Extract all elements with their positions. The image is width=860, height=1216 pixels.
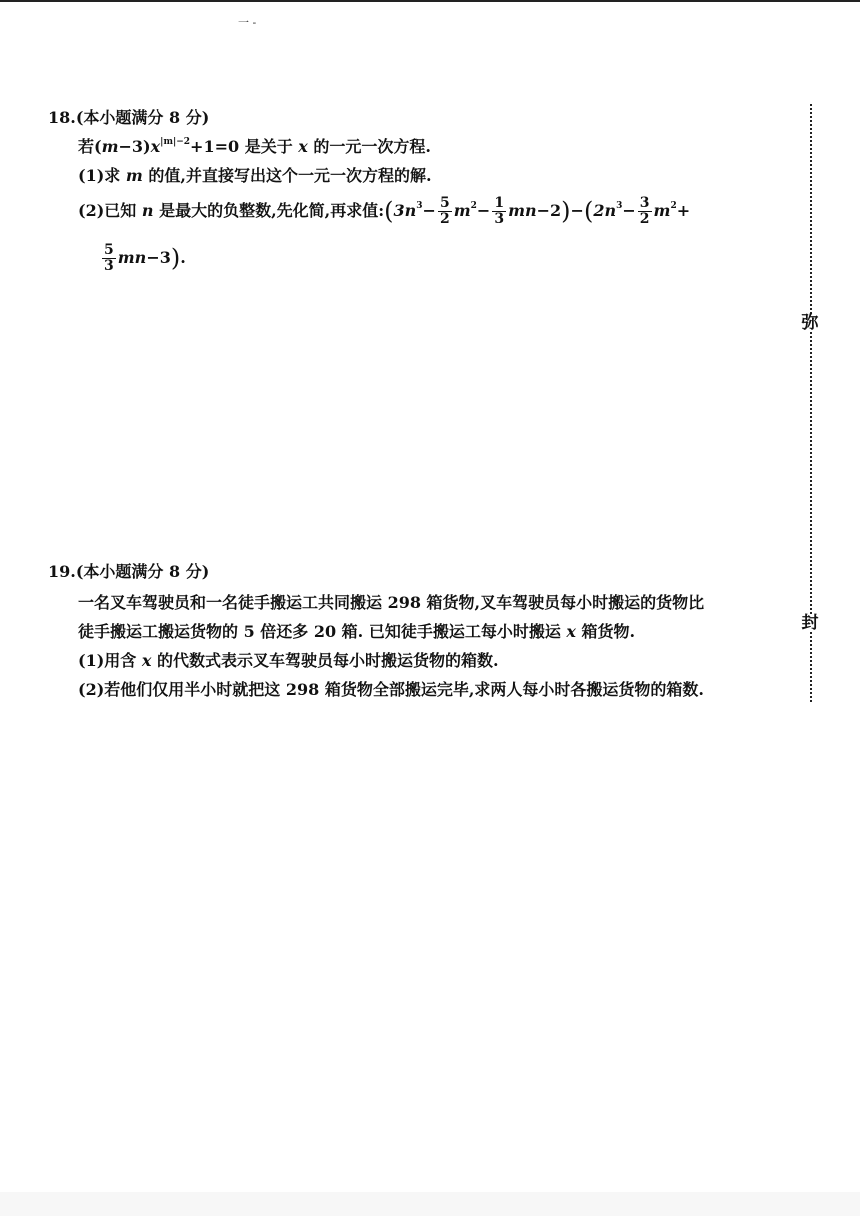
operator: − [476, 201, 491, 220]
var-m: m [125, 166, 143, 185]
q19-stem-text: 箱货物. [581, 622, 636, 641]
numerator: 5 [439, 195, 450, 211]
binding-char-2: 封 [801, 613, 819, 633]
q19-stem-line-2 [78, 617, 808, 646]
q18-heading [48, 103, 808, 132]
q19-score: (本小题满分 8 分) [75, 562, 210, 581]
exponent: 3 [416, 201, 423, 211]
exponent: 2 [670, 201, 677, 211]
term: mn [117, 248, 147, 267]
top-scan-mark: 一 - [238, 16, 257, 29]
operator: − [622, 201, 636, 220]
var-n: n [141, 201, 154, 220]
page-bottom-band [0, 1192, 860, 1216]
exponent: 3 [616, 201, 623, 211]
page-top-border [0, 0, 860, 2]
q18-stem-text: −3) [118, 137, 151, 156]
q19-part-2: (2)若他们仅用半小时就把这 298 箱货物全部搬运完毕,求两人每小时各搬运货物的箱数. [78, 680, 704, 699]
term: 2n [593, 201, 617, 220]
q18-stem [78, 132, 808, 161]
question-18 [48, 103, 808, 274]
q19-part1-text: 的代数式表示叉车驾驶员每小时搬运货物的箱数. [156, 651, 499, 670]
q19-part-1 [78, 646, 808, 675]
var-x: x [298, 137, 308, 156]
operator: − [570, 201, 584, 220]
q18-stem-text: 若( [78, 137, 102, 156]
fraction [492, 196, 506, 227]
q18-stem-text: +1=0 是关于 [190, 137, 293, 156]
q18-stem-text: 的一元一次方程. [313, 137, 431, 156]
numerator: 1 [494, 195, 505, 211]
q18-part-1 [78, 161, 808, 190]
denominator: 2 [639, 211, 650, 227]
q19-stem-line-1: 一名叉车驾驶员和一名徒手搬运工共同搬运 298 箱货物,叉车驾驶员每小时搬运的货物比 [78, 593, 705, 612]
q18-score: (本小题满分 8 分) [75, 108, 210, 127]
term: −3 [146, 248, 171, 267]
term: m [653, 201, 671, 220]
q18-part1-text: (1)求 [78, 166, 121, 185]
term: −2 [536, 201, 562, 220]
q18-number: 18. [48, 108, 76, 127]
var-x: x [150, 137, 161, 156]
question-19 [48, 557, 808, 704]
var-x: x [141, 651, 152, 670]
denominator: 3 [104, 258, 114, 274]
q19-heading [48, 557, 808, 586]
q19-part1-text: (1)用含 [78, 651, 137, 670]
q19-stem-text: 徒手搬运工搬运货物的 5 倍还多 20 箱. 已知徒手搬运工每小时搬运 [78, 622, 561, 641]
q18-part2-text: (2)已知 [78, 201, 137, 220]
operator: + [676, 201, 691, 220]
term: mn [508, 201, 537, 220]
var-m: m [101, 137, 119, 156]
paren-close: ) [561, 197, 571, 225]
fraction [638, 196, 652, 227]
binding-char-1: 弥 [801, 313, 819, 333]
q18-part-2 [78, 196, 808, 227]
q18-part2-text: 是最大的负整数,先化简,再求值: [159, 201, 385, 220]
paren-close: ) [170, 244, 181, 272]
exponent: |m|−2 [160, 137, 191, 147]
term: m [453, 201, 471, 220]
denominator: 2 [439, 211, 450, 227]
q18-part1-text: 的值,并直接写出这个一元一次方程的解. [148, 166, 432, 185]
fraction [438, 196, 452, 227]
fraction [102, 243, 116, 274]
denominator: 3 [494, 211, 505, 227]
period: . [180, 248, 186, 267]
numerator: 5 [104, 242, 114, 258]
q19-number: 19. [48, 562, 76, 581]
paren-open: ( [583, 197, 594, 225]
var-x: x [566, 622, 576, 641]
operator: − [422, 201, 436, 220]
paren-open: ( [384, 197, 394, 225]
term: 3n [393, 201, 417, 220]
exponent: 2 [470, 201, 477, 211]
numerator: 3 [639, 195, 650, 211]
q18-expression-continued [100, 243, 808, 274]
